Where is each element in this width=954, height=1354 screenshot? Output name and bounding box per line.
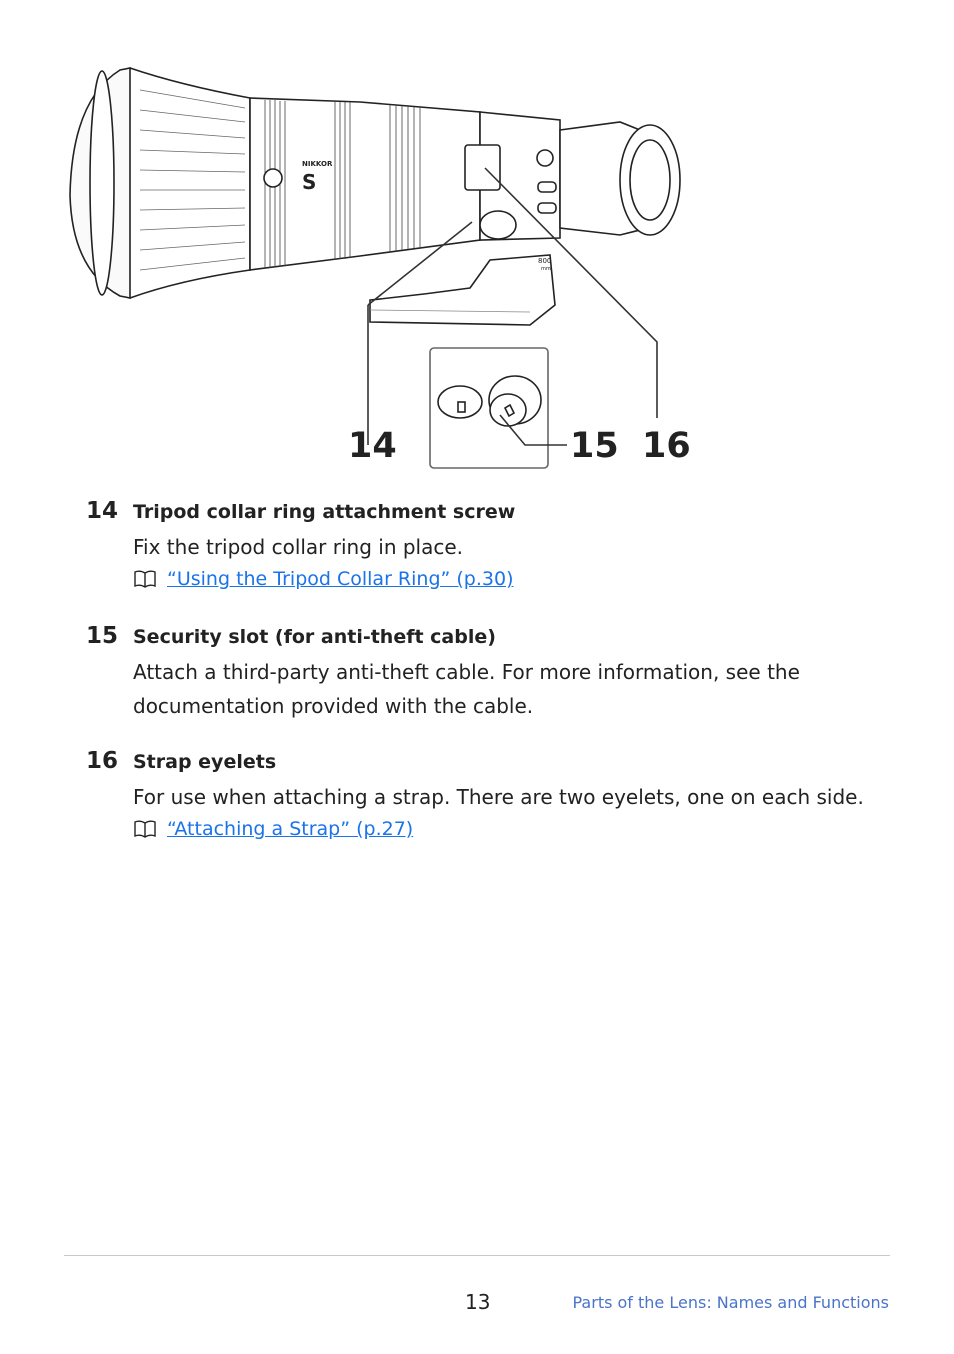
callout-14: 14 [348, 426, 397, 466]
entry-description: For use when attaching a strap. There are two eyelets, one on each side. [133, 785, 864, 809]
entry-number: 15 [86, 623, 119, 649]
page-number: 13 [465, 1290, 491, 1314]
lens-drawing [60, 60, 700, 480]
callout-15: 15 [570, 426, 619, 466]
brand-label: NIKKOR [302, 160, 333, 168]
entry-number: 14 [86, 498, 119, 524]
series-mark: S [302, 170, 317, 194]
focal-label: 800 [538, 257, 552, 265]
tripod-collar-ring-link[interactable]: “Using the Tripod Collar Ring” (p.30) [167, 568, 514, 590]
footer-divider [64, 1255, 890, 1256]
entry-description: Attach a third-party anti-theft cable. For more information, see the [133, 660, 800, 684]
attaching-strap-link[interactable]: “Attaching a Strap” (p.27) [167, 818, 414, 840]
book-icon [133, 819, 157, 839]
entry-title: Tripod collar ring attachment screw [133, 501, 516, 523]
entry-number: 16 [86, 748, 119, 774]
entry-title: Security slot (for anti-theft cable) [133, 626, 496, 648]
focal-unit-label: mm [541, 266, 551, 272]
callout-16: 16 [642, 426, 691, 466]
entry-description: Fix the tripod collar ring in place. [133, 535, 464, 559]
entry-reference [133, 568, 514, 590]
footer-section-link[interactable]: Parts of the Lens: Names and Functions [572, 1293, 889, 1312]
entry-description: documentation provided with the cable. [133, 694, 534, 718]
entry-reference [133, 818, 413, 840]
lens-illustration [60, 60, 700, 480]
book-icon [133, 569, 157, 589]
entry-title: Strap eyelets [133, 751, 277, 773]
